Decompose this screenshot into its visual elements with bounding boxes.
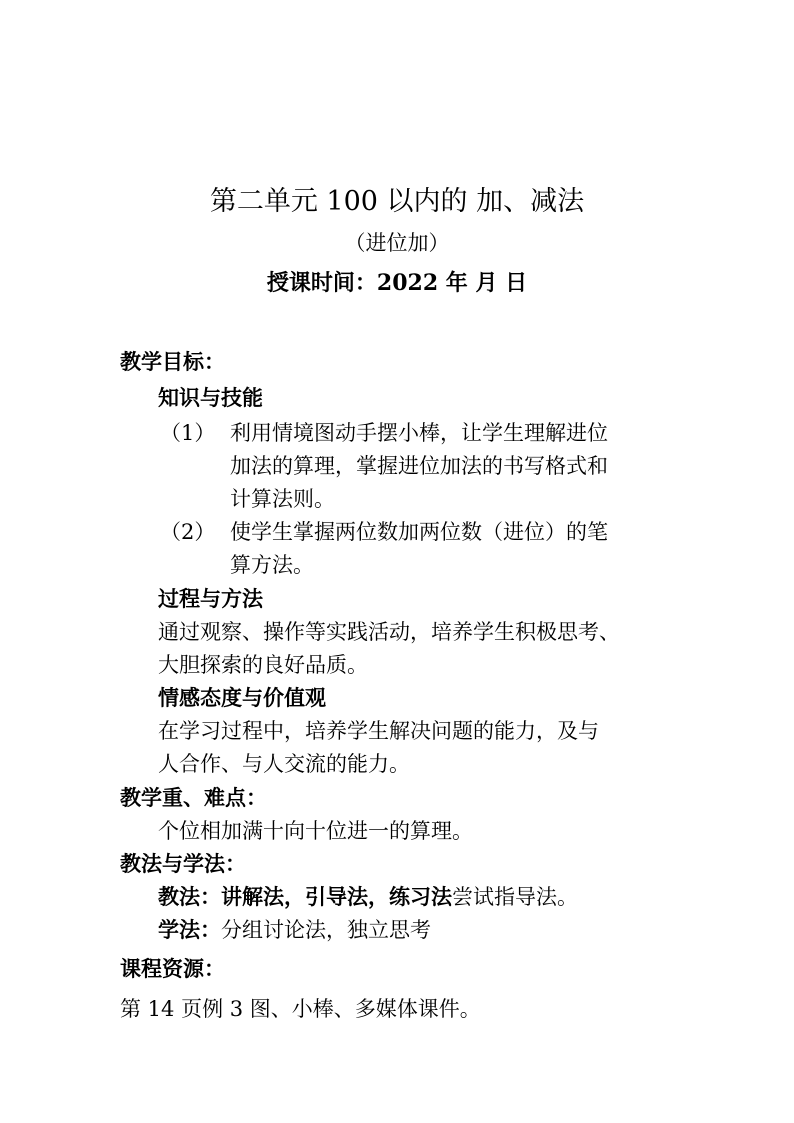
knowledge-item-line: 算方法。 xyxy=(230,553,314,577)
resources-heading: 课程资源： xyxy=(120,956,225,981)
item-number: （2） xyxy=(160,520,216,544)
resources-text: 第 14 页例 3 图、小棒、多媒体课件。 xyxy=(120,997,481,1021)
knowledge-item-line: 利用情境图动手摆小棒，让学生理解进位 xyxy=(230,421,608,445)
knowledge-item-line: 加法的算理，掌握进位加法的书写格式和 xyxy=(230,454,608,478)
teach-method-label: 教法： xyxy=(158,884,221,909)
objectives-heading: 教学目标： xyxy=(120,349,225,374)
process-line: 通过观察、操作等实践活动，培养学生积极思考、 xyxy=(158,620,620,644)
methods-heading: 教法与学法： xyxy=(120,851,246,876)
teach-method-bold-text: 讲解法，引导法，练习法 xyxy=(221,884,452,909)
knowledge-item-line: 使学生掌握两位数加两位数（进位）的笔 xyxy=(230,520,608,544)
keypoints-heading: 教学重、难点： xyxy=(120,785,267,810)
process-heading: 过程与方法 xyxy=(158,586,263,611)
page-title: 第二单元 100 以内的 加、减法 xyxy=(209,186,585,217)
page-subtitle: （进位加） xyxy=(344,231,450,255)
learn-method-text: 分组讨论法，独立思考 xyxy=(221,918,431,942)
knowledge-item-line: 计算法则。 xyxy=(230,487,335,511)
knowledge-heading: 知识与技能 xyxy=(158,385,263,410)
date-line: 授课时间：2022 年 月 日 xyxy=(266,270,528,296)
keypoints-text: 个位相加满十向十位进一的算理。 xyxy=(158,819,473,843)
emotion-line: 在学习过程中，培养学生解决问题的能力，及与 xyxy=(158,719,599,743)
process-line: 大胆探索的良好品质。 xyxy=(158,653,368,677)
learn-method-label: 学法： xyxy=(158,917,221,942)
emotion-heading: 情感态度与价值观 xyxy=(158,685,326,710)
item-number: （1） xyxy=(160,421,216,445)
teach-method-rest-text: 尝试指导法。 xyxy=(452,885,578,909)
emotion-line: 人合作、与人交流的能力。 xyxy=(158,752,410,776)
teach-method-line xyxy=(158,882,578,912)
learn-method-line xyxy=(158,915,431,945)
